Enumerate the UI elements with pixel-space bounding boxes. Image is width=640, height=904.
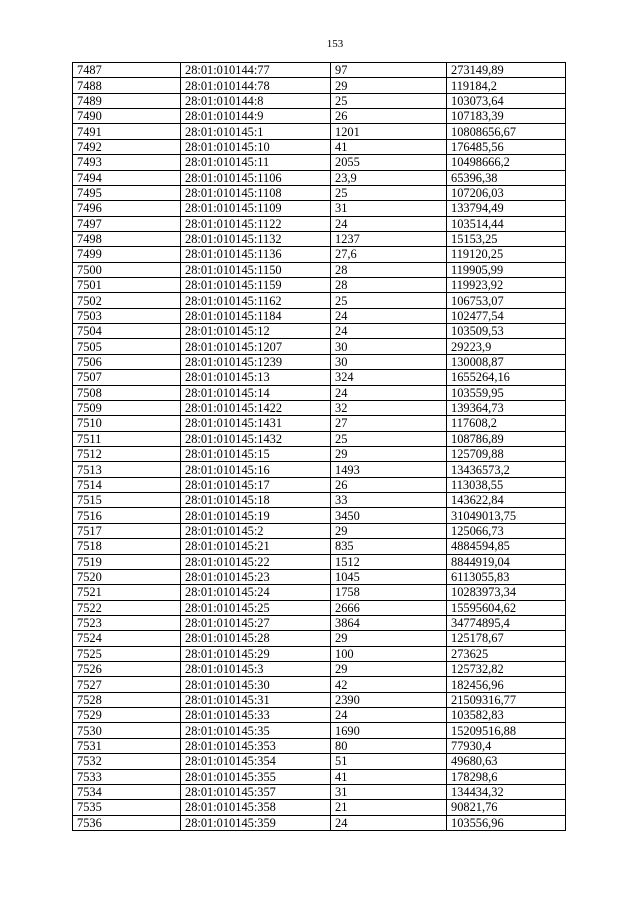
value-cell: 139364,73 — [447, 400, 566, 415]
table-row — [73, 723, 566, 738]
area-cell: 24 — [331, 385, 447, 400]
table-row — [73, 293, 566, 308]
cadastral-number-cell: 28:01:010145:1422 — [181, 400, 331, 415]
value-cell: 29223,9 — [447, 339, 566, 354]
table-row — [73, 815, 566, 830]
cadastral-number-cell: 28:01:010145:1 — [181, 124, 331, 139]
value-cell: 31049013,75 — [447, 508, 566, 523]
table-row — [73, 754, 566, 769]
cadastral-number-cell: 28:01:010145:17 — [181, 477, 331, 492]
row-number-cell: 7511 — [73, 431, 181, 446]
cadastral-number-cell: 28:01:010145:3 — [181, 662, 331, 677]
value-cell: 15209516,88 — [447, 723, 566, 738]
row-number-cell: 7498 — [73, 231, 181, 246]
table-row — [73, 400, 566, 415]
table-row — [73, 308, 566, 323]
value-cell: 108786,89 — [447, 431, 566, 446]
area-cell: 324 — [331, 370, 447, 385]
value-cell: 103582,83 — [447, 708, 566, 723]
area-cell: 41 — [331, 769, 447, 784]
table-row — [73, 385, 566, 400]
row-number-cell: 7504 — [73, 324, 181, 339]
row-number-cell: 7500 — [73, 262, 181, 277]
table-row — [73, 416, 566, 431]
table-row — [73, 339, 566, 354]
cadastral-number-cell: 28:01:010145:12 — [181, 324, 331, 339]
cadastral-number-cell: 28:01:010145:13 — [181, 370, 331, 385]
cadastral-number-cell: 28:01:010145:18 — [181, 493, 331, 508]
area-cell: 29 — [331, 78, 447, 93]
value-cell: 8844919,04 — [447, 554, 566, 569]
cadastral-number-cell: 28:01:010145:22 — [181, 554, 331, 569]
cadastral-number-cell: 28:01:010145:27 — [181, 615, 331, 630]
area-cell: 30 — [331, 354, 447, 369]
value-cell: 102477,54 — [447, 308, 566, 323]
value-cell: 273625 — [447, 646, 566, 661]
area-cell: 3864 — [331, 615, 447, 630]
row-number-cell: 7518 — [73, 539, 181, 554]
area-cell: 2390 — [331, 692, 447, 707]
cadastral-number-cell: 28:01:010145:1162 — [181, 293, 331, 308]
value-cell: 143622,84 — [447, 493, 566, 508]
area-cell: 24 — [331, 324, 447, 339]
area-cell: 24 — [331, 216, 447, 231]
row-number-cell: 7508 — [73, 385, 181, 400]
value-cell: 117608,2 — [447, 416, 566, 431]
cadastral-number-cell: 28:01:010145:30 — [181, 677, 331, 692]
area-cell: 41 — [331, 139, 447, 154]
area-cell: 26 — [331, 109, 447, 124]
area-cell: 33 — [331, 493, 447, 508]
cadastral-number-cell: 28:01:010145:1207 — [181, 339, 331, 354]
cadastral-number-cell: 28:01:010145:23 — [181, 569, 331, 584]
table-row — [73, 231, 566, 246]
row-number-cell: 7490 — [73, 109, 181, 124]
value-cell: 15153,25 — [447, 231, 566, 246]
row-number-cell: 7501 — [73, 278, 181, 293]
value-cell: 106753,07 — [447, 293, 566, 308]
row-number-cell: 7519 — [73, 554, 181, 569]
table-row — [73, 109, 566, 124]
area-cell: 32 — [331, 400, 447, 415]
table-row — [73, 78, 566, 93]
table-row — [73, 124, 566, 139]
row-number-cell: 7492 — [73, 139, 181, 154]
value-cell: 113038,55 — [447, 477, 566, 492]
area-cell: 25 — [331, 93, 447, 108]
value-cell: 125066,73 — [447, 523, 566, 538]
area-cell: 1690 — [331, 723, 447, 738]
cadastral-number-cell: 28:01:010144:78 — [181, 78, 331, 93]
value-cell: 178298,6 — [447, 769, 566, 784]
value-cell: 90821,76 — [447, 800, 566, 815]
area-cell: 27 — [331, 416, 447, 431]
value-cell: 119923,92 — [447, 278, 566, 293]
area-cell: 1237 — [331, 231, 447, 246]
row-number-cell: 7531 — [73, 738, 181, 753]
value-cell: 4884594,85 — [447, 539, 566, 554]
row-number-cell: 7489 — [73, 93, 181, 108]
area-cell: 30 — [331, 339, 447, 354]
row-number-cell: 7506 — [73, 354, 181, 369]
table-row — [73, 262, 566, 277]
cadastral-number-cell: 28:01:010145:358 — [181, 800, 331, 815]
value-cell: 107206,03 — [447, 185, 566, 200]
row-number-cell: 7534 — [73, 784, 181, 799]
area-cell: 24 — [331, 708, 447, 723]
row-number-cell: 7496 — [73, 201, 181, 216]
cadastral-number-cell: 28:01:010145:31 — [181, 692, 331, 707]
area-cell: 29 — [331, 662, 447, 677]
area-cell: 1512 — [331, 554, 447, 569]
value-cell: 1655264,16 — [447, 370, 566, 385]
area-cell: 835 — [331, 539, 447, 554]
value-cell: 10498666,2 — [447, 155, 566, 170]
table-row — [73, 370, 566, 385]
area-cell: 24 — [331, 815, 447, 830]
row-number-cell: 7528 — [73, 692, 181, 707]
row-number-cell: 7525 — [73, 646, 181, 661]
table-row — [73, 216, 566, 231]
value-cell: 34774895,4 — [447, 615, 566, 630]
row-number-cell: 7514 — [73, 477, 181, 492]
area-cell: 25 — [331, 185, 447, 200]
table-row — [73, 446, 566, 461]
table-row — [73, 508, 566, 523]
table-row — [73, 585, 566, 600]
cadastral-number-cell: 28:01:010145:25 — [181, 600, 331, 615]
row-number-cell: 7521 — [73, 585, 181, 600]
row-number-cell: 7491 — [73, 124, 181, 139]
cadastral-number-cell: 28:01:010145:11 — [181, 155, 331, 170]
table-row — [73, 539, 566, 554]
table-row — [73, 600, 566, 615]
area-cell: 25 — [331, 431, 447, 446]
table-row — [73, 201, 566, 216]
row-number-cell: 7535 — [73, 800, 181, 815]
row-number-cell: 7527 — [73, 677, 181, 692]
cadastral-number-cell: 28:01:010145:1150 — [181, 262, 331, 277]
table-row — [73, 738, 566, 753]
row-number-cell: 7510 — [73, 416, 181, 431]
area-cell: 29 — [331, 631, 447, 646]
row-number-cell: 7497 — [73, 216, 181, 231]
table-row — [73, 662, 566, 677]
row-number-cell: 7512 — [73, 446, 181, 461]
cadastral-number-cell: 28:01:010145:1136 — [181, 247, 331, 262]
row-number-cell: 7517 — [73, 523, 181, 538]
row-number-cell: 7536 — [73, 815, 181, 830]
row-number-cell: 7523 — [73, 615, 181, 630]
row-number-cell: 7493 — [73, 155, 181, 170]
table-row — [73, 692, 566, 707]
table-row — [73, 784, 566, 799]
cadastral-number-cell: 28:01:010145:355 — [181, 769, 331, 784]
row-number-cell: 7533 — [73, 769, 181, 784]
area-cell: 29 — [331, 446, 447, 461]
value-cell: 125709,88 — [447, 446, 566, 461]
cadastral-number-cell: 28:01:010145:1239 — [181, 354, 331, 369]
row-number-cell: 7524 — [73, 631, 181, 646]
value-cell: 130008,87 — [447, 354, 566, 369]
row-number-cell: 7515 — [73, 493, 181, 508]
value-cell: 103509,53 — [447, 324, 566, 339]
cadastral-number-cell: 28:01:010145:353 — [181, 738, 331, 753]
table-row — [73, 139, 566, 154]
value-cell: 10808656,67 — [447, 124, 566, 139]
value-cell: 103556,96 — [447, 815, 566, 830]
table-row — [73, 769, 566, 784]
row-number-cell: 7494 — [73, 170, 181, 185]
table-body — [73, 63, 566, 831]
cadastral-number-cell: 28:01:010145:24 — [181, 585, 331, 600]
cadastral-number-cell: 28:01:010144:8 — [181, 93, 331, 108]
table-row — [73, 477, 566, 492]
value-cell: 119905,99 — [447, 262, 566, 277]
row-number-cell: 7499 — [73, 247, 181, 262]
table-row — [73, 569, 566, 584]
table-row — [73, 354, 566, 369]
data-table — [72, 62, 566, 831]
area-cell: 80 — [331, 738, 447, 753]
row-number-cell: 7487 — [73, 63, 181, 78]
table-row — [73, 554, 566, 569]
cadastral-number-cell: 28:01:010145:15 — [181, 446, 331, 461]
value-cell: 119184,2 — [447, 78, 566, 93]
value-cell: 119120,25 — [447, 247, 566, 262]
cadastral-number-cell: 28:01:010145:359 — [181, 815, 331, 830]
value-cell: 103073,64 — [447, 93, 566, 108]
table-row — [73, 493, 566, 508]
area-cell: 21 — [331, 800, 447, 815]
value-cell: 133794,49 — [447, 201, 566, 216]
cadastral-number-cell: 28:01:010145:1108 — [181, 185, 331, 200]
table-row — [73, 247, 566, 262]
row-number-cell: 7530 — [73, 723, 181, 738]
value-cell: 107183,39 — [447, 109, 566, 124]
area-cell: 31 — [331, 201, 447, 216]
row-number-cell: 7507 — [73, 370, 181, 385]
table-row — [73, 63, 566, 78]
cadastral-number-cell: 28:01:010145:19 — [181, 508, 331, 523]
value-cell: 176485,56 — [447, 139, 566, 154]
cadastral-number-cell: 28:01:010145:14 — [181, 385, 331, 400]
table-row — [73, 631, 566, 646]
cadastral-number-cell: 28:01:010144:9 — [181, 109, 331, 124]
cadastral-number-cell: 28:01:010145:16 — [181, 462, 331, 477]
area-cell: 23,9 — [331, 170, 447, 185]
cadastral-number-cell: 28:01:010145:2 — [181, 523, 331, 538]
area-cell: 25 — [331, 293, 447, 308]
value-cell: 103514,44 — [447, 216, 566, 231]
table-row — [73, 93, 566, 108]
table-row — [73, 523, 566, 538]
area-cell: 1493 — [331, 462, 447, 477]
cadastral-number-cell: 28:01:010145:1106 — [181, 170, 331, 185]
cadastral-number-cell: 28:01:010145:33 — [181, 708, 331, 723]
cadastral-number-cell: 28:01:010145:35 — [181, 723, 331, 738]
value-cell: 134434,32 — [447, 784, 566, 799]
table-row — [73, 324, 566, 339]
value-cell: 125178,67 — [447, 631, 566, 646]
area-cell: 29 — [331, 523, 447, 538]
row-number-cell: 7516 — [73, 508, 181, 523]
table-row — [73, 800, 566, 815]
cadastral-number-cell: 28:01:010145:1184 — [181, 308, 331, 323]
value-cell: 125732,82 — [447, 662, 566, 677]
table-row — [73, 677, 566, 692]
value-cell: 182456,96 — [447, 677, 566, 692]
value-cell: 49680,63 — [447, 754, 566, 769]
value-cell: 6113055,83 — [447, 569, 566, 584]
table-row — [73, 646, 566, 661]
area-cell: 28 — [331, 262, 447, 277]
area-cell: 1045 — [331, 569, 447, 584]
row-number-cell: 7529 — [73, 708, 181, 723]
cadastral-number-cell: 28:01:010145:354 — [181, 754, 331, 769]
area-cell: 42 — [331, 677, 447, 692]
row-number-cell: 7488 — [73, 78, 181, 93]
area-cell: 2666 — [331, 600, 447, 615]
area-cell: 100 — [331, 646, 447, 661]
row-number-cell: 7503 — [73, 308, 181, 323]
value-cell: 21509316,77 — [447, 692, 566, 707]
row-number-cell: 7526 — [73, 662, 181, 677]
cadastral-number-cell: 28:01:010145:1109 — [181, 201, 331, 216]
area-cell: 31 — [331, 784, 447, 799]
cadastral-number-cell: 28:01:010145:1122 — [181, 216, 331, 231]
row-number-cell: 7502 — [73, 293, 181, 308]
table-row — [73, 155, 566, 170]
cadastral-number-cell: 28:01:010145:10 — [181, 139, 331, 154]
cadastral-number-cell: 28:01:010144:77 — [181, 63, 331, 78]
row-number-cell: 7532 — [73, 754, 181, 769]
cadastral-number-cell: 28:01:010145:1432 — [181, 431, 331, 446]
row-number-cell: 7509 — [73, 400, 181, 415]
cadastral-number-cell: 28:01:010145:1159 — [181, 278, 331, 293]
area-cell: 1758 — [331, 585, 447, 600]
value-cell: 65396,38 — [447, 170, 566, 185]
row-number-cell: 7522 — [73, 600, 181, 615]
area-cell: 27,6 — [331, 247, 447, 262]
value-cell: 273149,89 — [447, 63, 566, 78]
table-row — [73, 278, 566, 293]
area-cell: 97 — [331, 63, 447, 78]
table-row — [73, 185, 566, 200]
table-row — [73, 431, 566, 446]
value-cell: 77930,4 — [447, 738, 566, 753]
table-row — [73, 462, 566, 477]
area-cell: 24 — [331, 308, 447, 323]
row-number-cell: 7495 — [73, 185, 181, 200]
cadastral-number-cell: 28:01:010145:28 — [181, 631, 331, 646]
page-number: 153 — [326, 38, 344, 50]
cadastral-number-cell: 28:01:010145:29 — [181, 646, 331, 661]
table-row — [73, 708, 566, 723]
area-cell: 26 — [331, 477, 447, 492]
cadastral-number-cell: 28:01:010145:1132 — [181, 231, 331, 246]
table-row — [73, 615, 566, 630]
area-cell: 2055 — [331, 155, 447, 170]
cadastral-number-cell: 28:01:010145:1431 — [181, 416, 331, 431]
row-number-cell: 7505 — [73, 339, 181, 354]
row-number-cell: 7520 — [73, 569, 181, 584]
value-cell: 15595604,62 — [447, 600, 566, 615]
table-row — [73, 170, 566, 185]
area-cell: 3450 — [331, 508, 447, 523]
value-cell: 10283973,34 — [447, 585, 566, 600]
row-number-cell: 7513 — [73, 462, 181, 477]
cadastral-number-cell: 28:01:010145:21 — [181, 539, 331, 554]
area-cell: 51 — [331, 754, 447, 769]
value-cell: 103559,95 — [447, 385, 566, 400]
area-cell: 28 — [331, 278, 447, 293]
area-cell: 1201 — [331, 124, 447, 139]
cadastral-number-cell: 28:01:010145:357 — [181, 784, 331, 799]
value-cell: 13436573,2 — [447, 462, 566, 477]
